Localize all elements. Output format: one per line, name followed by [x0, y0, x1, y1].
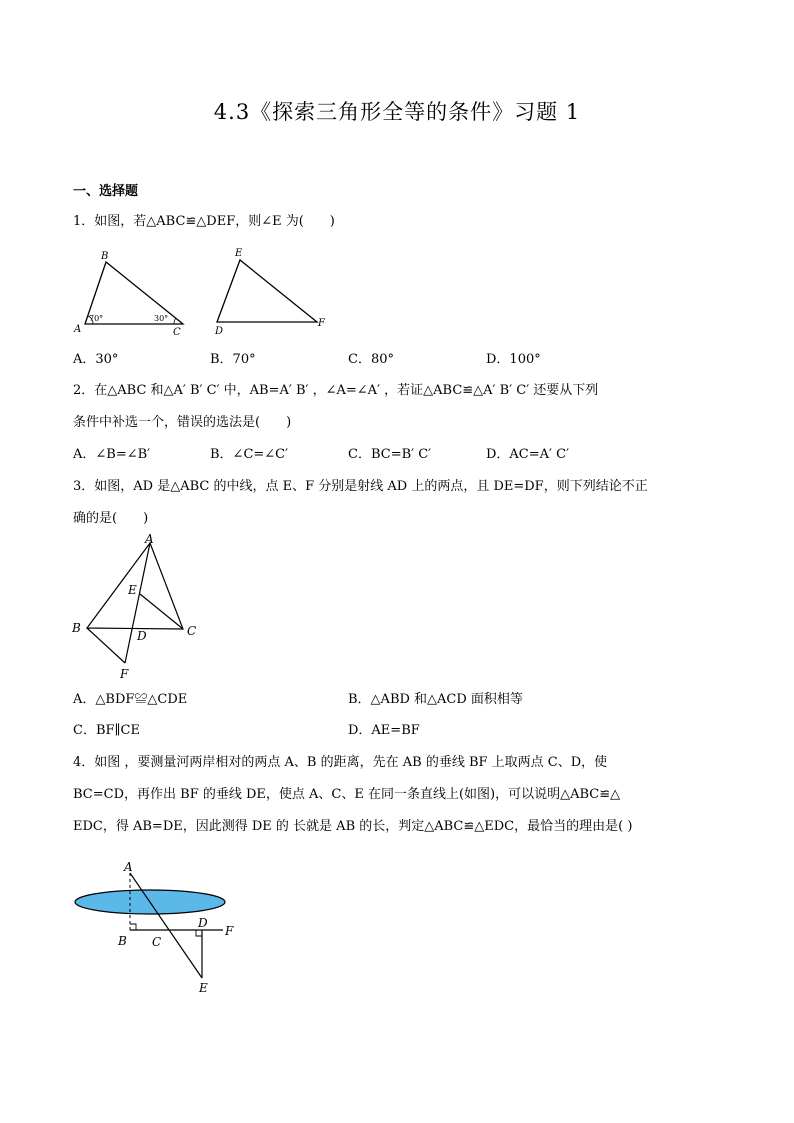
- label-a: A: [124, 860, 133, 874]
- triangle-def: [217, 260, 317, 322]
- label-c: C: [173, 327, 181, 338]
- q3-stem-line1: 3．如图，AD 是△ABC 的中线，点 E、F 分别是射线 AD 上的两点，且 DE=DF，则下列结论不正: [73, 479, 648, 494]
- label-b: B: [118, 934, 127, 948]
- label-b: B: [72, 621, 81, 635]
- q2-option-b: B．∠C=∠C′: [210, 447, 289, 462]
- q3-figure: [70, 533, 205, 685]
- q3-stem-line2: 确的是( ): [73, 511, 149, 526]
- q2-stem-line1: 2．在△ABC 和△A′ B′ C′ 中，AB=A′ B′ ，∠A=∠A′ ，若证△ABC≌△A′ B′ C′ 还要从下列: [73, 383, 599, 398]
- angle-c-label: 30°: [154, 314, 169, 323]
- q4-stem-line1: 4．如图 ，要测量河两岸相对的两点 A、B 的距离，先在 AB 的垂线 BF 上取两点 C、D，使: [73, 755, 608, 770]
- q2-option-a: A．∠B=∠B′: [73, 447, 151, 462]
- angle-a-label: 70°: [89, 314, 104, 323]
- label-f: F: [318, 318, 325, 329]
- q4-figure: [70, 856, 255, 996]
- median-ad: [125, 543, 150, 663]
- q4-stem-line3: EDC，得 AB=DE，因此测得 DE 的 长就是 AB 的长，判定△ABC≌△EDC，最恰当的理由是( ): [73, 819, 633, 834]
- angle-c-arc: [174, 318, 176, 324]
- label-e: E: [128, 583, 137, 597]
- line-ae: [130, 873, 202, 978]
- q3-option-c: C．BF∥CE: [73, 723, 140, 738]
- q4-stem-line2: BC=CD，再作出 BF 的垂线 DE，使点 A、C、E 在同一条直线上(如图)，可以说明△ABC≌△: [73, 787, 621, 802]
- section-heading: 一、选择题: [73, 184, 139, 199]
- page-title: 4.3《探索三角形全等的条件》习题 1: [213, 100, 581, 124]
- q1-option-b: B．70°: [210, 352, 256, 367]
- q1-figure: [73, 242, 343, 342]
- label-c: C: [187, 624, 197, 638]
- q1-option-a: A．30°: [73, 352, 119, 367]
- segment-bf: [87, 628, 125, 663]
- q2-stem-line2: 条件中补选一个，错误的选法是( ): [73, 415, 292, 430]
- q2-option-c: C．BC=B′ C′: [348, 447, 432, 462]
- q1-stem: 1．如图，若△ABC≌△DEF，则∠E 为( ): [73, 214, 335, 229]
- label-c: C: [152, 935, 162, 949]
- label-e: E: [235, 248, 243, 259]
- label-a: A: [74, 324, 82, 335]
- right-angle-b: [130, 924, 136, 930]
- label-d: D: [137, 629, 147, 643]
- q1-option-d: D．100°: [486, 352, 541, 367]
- q3-option-b: B．△ABD 和△ACD 面积相等: [348, 692, 523, 707]
- label-f: F: [120, 667, 129, 681]
- q2-option-d: D．AC=A′ C′: [486, 447, 570, 462]
- label-a: A: [145, 533, 154, 546]
- label-f: F: [225, 924, 234, 938]
- q1-option-c: C．80°: [348, 352, 394, 367]
- label-e: E: [199, 981, 208, 995]
- label-d: D: [215, 326, 224, 337]
- right-angle-d: [196, 930, 202, 936]
- label-b: B: [101, 251, 109, 262]
- q3-option-d: D．AE=BF: [348, 723, 420, 738]
- q3-option-a: A．△BDF≌△CDE: [73, 692, 188, 707]
- label-d: D: [198, 916, 208, 930]
